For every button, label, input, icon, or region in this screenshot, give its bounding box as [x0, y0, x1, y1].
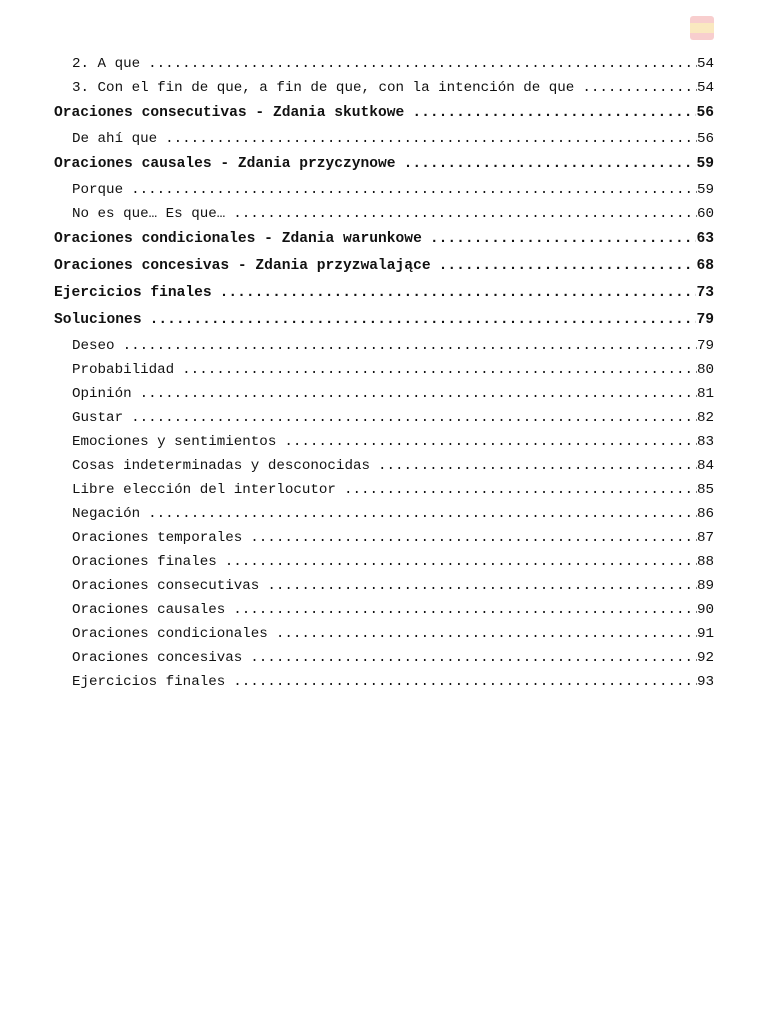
toc-entry-title: De ahí que — [72, 131, 158, 147]
toc-dot-leader — [131, 178, 697, 202]
toc-entry[interactable] — [54, 178, 714, 202]
toc-entry[interactable] — [54, 550, 714, 574]
toc-entry-page: 73 — [696, 285, 714, 301]
toc-entry-title: 2. A que — [72, 56, 141, 72]
toc-entry-page: 54 — [696, 56, 714, 72]
toc-dot-leader — [220, 280, 697, 307]
toc-dot-leader — [250, 646, 697, 670]
toc-entry-page: 93 — [696, 674, 714, 690]
toc-entry-title: Oraciones causales - Zdania przyczynowe — [54, 156, 396, 172]
toc-dot-leader — [276, 622, 697, 646]
toc-dot-leader — [439, 253, 697, 280]
toc-entry[interactable] — [54, 430, 714, 454]
toc-entry-title: Oraciones concesivas — [72, 650, 243, 666]
toc-dot-leader — [123, 334, 697, 358]
toc-entry-title: Opinión — [72, 386, 132, 402]
toc-entry-page: 54 — [696, 80, 714, 96]
toc-entry[interactable] — [54, 334, 714, 358]
toc-entry[interactable] — [54, 202, 714, 226]
toc-entry-title: 3. Con el fin de que, a fin de que, con la intención de que — [72, 80, 575, 96]
toc-dot-leader — [148, 52, 697, 76]
toc-entry[interactable] — [54, 358, 714, 382]
toc-entry-page: 79 — [696, 338, 714, 354]
toc-entry-page: 84 — [696, 458, 714, 474]
toc-entry-page: 59 — [696, 156, 714, 172]
toc-entry-title: Oraciones finales — [72, 554, 217, 570]
toc-dot-leader — [140, 382, 697, 406]
toc-entry[interactable] — [54, 406, 714, 430]
toc-entry-title: Oraciones consecutivas — [72, 578, 260, 594]
toc-entry-page: 79 — [696, 312, 714, 328]
toc-entry[interactable] — [54, 646, 714, 670]
toc-entry[interactable] — [54, 100, 714, 127]
toc-entry-title: Oraciones temporales — [72, 530, 243, 546]
toc-entry-page: 92 — [696, 650, 714, 666]
toc-entry-page: 85 — [696, 482, 714, 498]
toc-entry-title: Probabilidad — [72, 362, 175, 378]
toc-dot-leader — [150, 307, 697, 334]
toc-entry-title: Negación — [72, 506, 141, 522]
toc-dot-leader — [430, 226, 697, 253]
toc-dot-leader — [165, 127, 697, 151]
toc-entry[interactable] — [54, 526, 714, 550]
table-of-contents — [54, 52, 714, 694]
toc-dot-leader — [378, 454, 697, 478]
toc-entry-page: 80 — [696, 362, 714, 378]
toc-entry[interactable] — [54, 76, 714, 100]
toc-entry[interactable] — [54, 253, 714, 280]
toc-dot-leader — [148, 502, 697, 526]
toc-entry-page: 82 — [696, 410, 714, 426]
toc-entry-page: 90 — [696, 602, 714, 618]
toc-entry[interactable] — [54, 454, 714, 478]
toc-entry-page: 59 — [696, 182, 714, 198]
toc-dot-leader — [131, 406, 697, 430]
toc-dot-leader — [225, 550, 697, 574]
toc-entry-page: 81 — [696, 386, 714, 402]
toc-dot-leader — [182, 358, 697, 382]
toc-dot-leader — [582, 76, 697, 100]
toc-entry-page: 56 — [696, 105, 714, 121]
toc-entry-title: No es que… Es que… — [72, 206, 226, 222]
toc-entry-title: Ejercicios finales — [72, 674, 226, 690]
toc-dot-leader — [233, 202, 697, 226]
toc-entry[interactable] — [54, 670, 714, 694]
toc-entry-page: 60 — [696, 206, 714, 222]
toc-entry-page: 63 — [696, 231, 714, 247]
toc-entry-title: Deseo — [72, 338, 115, 354]
toc-entry-title: Libre elección del interlocutor — [72, 482, 336, 498]
toc-entry-title: Porque — [72, 182, 124, 198]
toc-entry[interactable] — [54, 478, 714, 502]
toc-dot-leader — [233, 598, 697, 622]
toc-entry-title: Oraciones condicionales — [72, 626, 268, 642]
toc-entry-page: 88 — [696, 554, 714, 570]
toc-entry-title: Oraciones causales — [72, 602, 226, 618]
toc-dot-leader — [250, 526, 697, 550]
toc-entry-title: Oraciones consecutivas - Zdania skutkowe — [54, 105, 405, 121]
toc-entry[interactable] — [54, 226, 714, 253]
toc-entry[interactable] — [54, 127, 714, 151]
toc-entry[interactable] — [54, 52, 714, 76]
toc-entry-title: Gustar — [72, 410, 124, 426]
toc-dot-leader — [267, 574, 697, 598]
toc-entry-title: Cosas indeterminadas y desconocidas — [72, 458, 370, 474]
toc-entry[interactable] — [54, 280, 714, 307]
toc-dot-leader — [233, 670, 697, 694]
toc-entry-page: 87 — [696, 530, 714, 546]
toc-entry[interactable] — [54, 622, 714, 646]
toc-entry[interactable] — [54, 382, 714, 406]
toc-entry[interactable] — [54, 574, 714, 598]
toc-entry-page: 91 — [696, 626, 714, 642]
toc-entry-title: Ejercicios finales — [54, 285, 212, 301]
toc-entry-title: Oraciones condicionales - Zdania warunkowe — [54, 231, 422, 247]
toc-entry[interactable] — [54, 502, 714, 526]
toc-entry-page: 56 — [696, 131, 714, 147]
toc-entry[interactable] — [54, 598, 714, 622]
toc-entry-title: Emociones y sentimientos — [72, 434, 277, 450]
toc-dot-leader — [284, 430, 697, 454]
toc-entry-title: Oraciones concesivas - Zdania przyzwalające — [54, 258, 431, 274]
toc-entry-page: 86 — [696, 506, 714, 522]
toc-dot-leader — [404, 151, 697, 178]
toc-entry-page: 89 — [696, 578, 714, 594]
toc-entry-page: 68 — [696, 258, 714, 274]
toc-dot-leader — [412, 100, 696, 127]
toc-entry[interactable] — [54, 151, 714, 178]
flag-logo-icon — [690, 16, 714, 40]
toc-entry-title: Soluciones — [54, 312, 142, 328]
toc-dot-leader — [344, 478, 697, 502]
toc-entry[interactable] — [54, 307, 714, 334]
toc-entry-page: 83 — [696, 434, 714, 450]
